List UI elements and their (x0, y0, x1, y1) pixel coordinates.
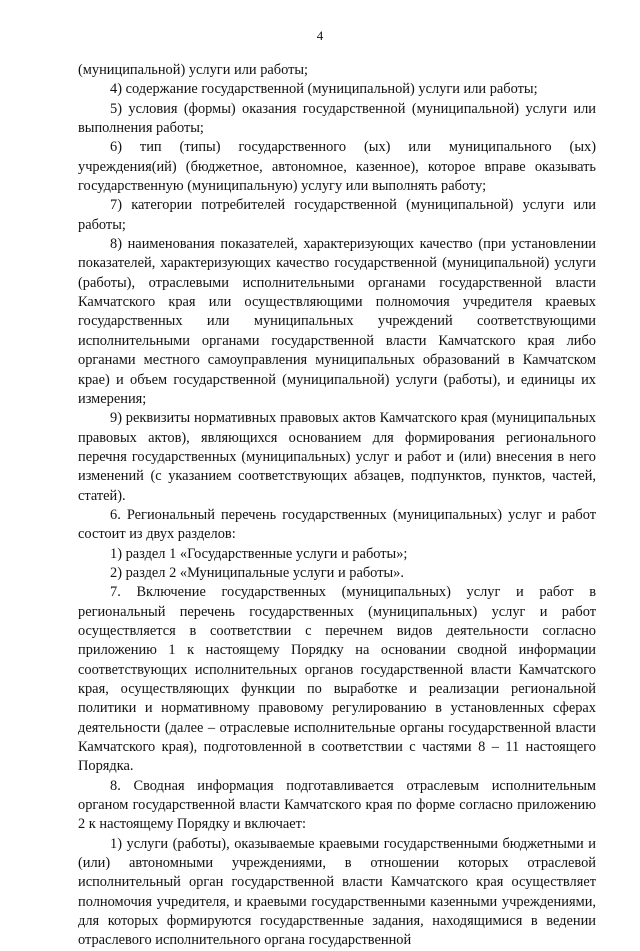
paragraph: (муниципальной) услуги или работы; (78, 62, 309, 78)
paragraph: 1) раздел 1 «Государственные услуги и работы»; (110, 545, 408, 562)
paragraph: 7) категории потребителей государственной (муниципальной) услуги или работы; (78, 197, 596, 233)
paragraph: 5) условия (формы) оказания государственной (муниципальной) услуги или выполнения работы; (78, 100, 596, 137)
paragraph: 4) содержание государственной (муниципальной) услуги или работы; (110, 81, 538, 98)
paragraph: 8) наименования показателей, характеризующих качество (при установлении показателей, характеризующих качество государственной (муниципальной) услуги (работы), отраслевыми исполнительными органами государственной власти Камчатского края или осуществляющими полномочия учредителя краевых государственных или муниципальных учреждений соответствующими исполнительными органами государственной власти Камчатского края либо органами местного самоуправления муниципальных образований в Камчатском крае) и объем государственной (муниципальной) услуги (работы), и единицы их измерения; (78, 236, 596, 407)
document-body (78, 61, 596, 951)
paragraph: 7. Включение государственных (муниципальных) услуг и работ в региональный перечень государственных (муниципальных) услуг и работ осуществляется в соответствии с перечнем видов деятельности согласно приложению 1 к настоящему Порядку на основании сводной информации соответствующих исполнительных органов государственной власти Камчатского края, осуществляющих функции по выработке и реализации региональной политики и нормативному правовому регулированию в установленных сферах деятельности (далее – отраслевые исполнительные органы государственной власти Камчатского края), подготовленной в соответствии с частями 8 – 11 настоящего Порядка. (78, 584, 596, 775)
paragraph: 6) тип (типы) государственного (ых) или муниципального (ых) учреждения(ий) (бюджетное, автономное, казенное), которое вправе оказывать государственную (муниципальную) услугу или выполнять работу; (78, 139, 596, 195)
paragraph: 8. Сводная информация подготавливается отраслевым исполнительным органом государственной власти Камчатского края по форме согласно приложению 2 к настоящему Порядку и включает: (78, 777, 596, 833)
paragraph: 2) раздел 2 «Муниципальные услуги и работы». (110, 564, 404, 581)
paragraph: 6. Региональный перечень государственных (муниципальных) услуг и работ состоит из двух разделов: (78, 506, 596, 543)
page-number: 4 (316, 28, 324, 43)
paragraph: 1) услуги (работы), оказываемые краевыми государственными бюджетными и (или) автономными учреждениями, в отношении которых отраслевой исполнительный орган государственной власти Камчатского края осуществляет полномочия учредителя, и краевыми государственными казенными учреждениями, для которых формируются государственные задания, находящимися в ведении отраслевого исполнительного органа государственной (78, 835, 596, 949)
paragraph: 9) реквизиты нормативных правовых актов Камчатского края (муниципальных правовых актов), являющихся основанием для формирования регионального перечня государственных (муниципальных) услуг и работ и (или) внесения в него изменений (с указанием соответствующих абзацев, подпунктов, пунктов, частей, статей). (78, 410, 596, 504)
